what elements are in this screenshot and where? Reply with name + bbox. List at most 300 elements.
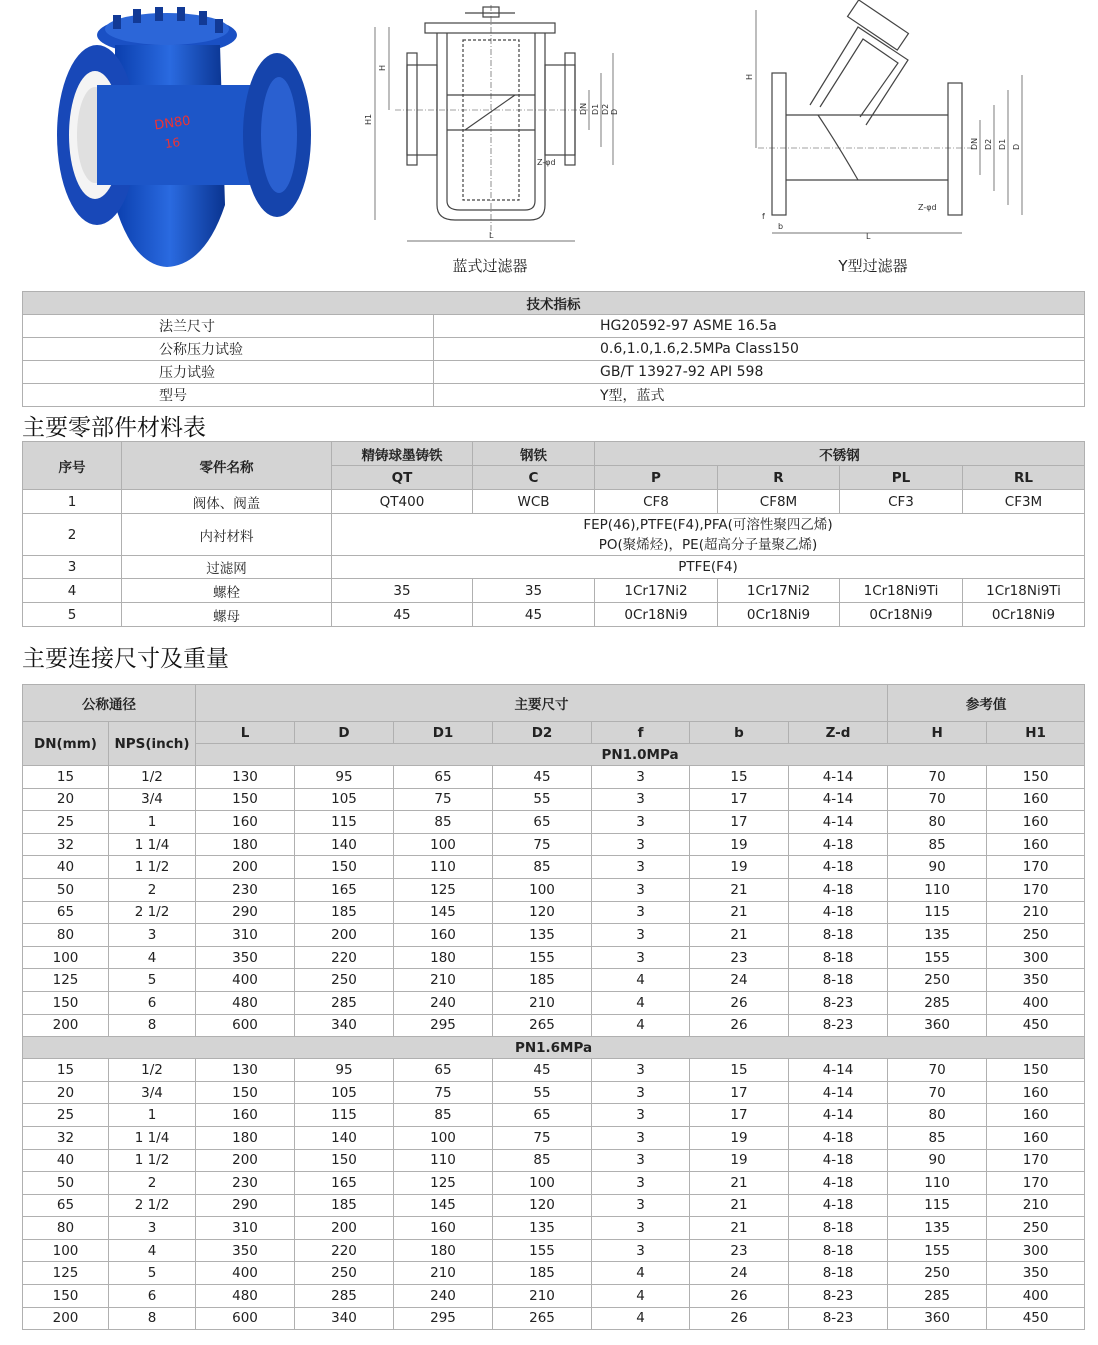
dim-cell: 70 [888, 788, 987, 811]
dim-cell: 180 [394, 1239, 493, 1262]
dim-cell: 8-18 [789, 946, 888, 969]
tech-label: 型号 [23, 384, 434, 407]
dim-cell: 65 [23, 901, 109, 924]
dim-cell: 55 [493, 788, 592, 811]
dim-cell: 4 [592, 1014, 690, 1037]
dim-cell: 200 [196, 856, 295, 879]
y-dim-dn: DN [970, 137, 979, 150]
pressure-band-label: PN1.0MPa [196, 744, 1085, 766]
dim-cell: 3 [592, 878, 690, 901]
pressure-band-row [23, 1037, 1085, 1059]
dim-cell: 8-18 [789, 1217, 888, 1240]
dim-cell: 3 [592, 924, 690, 947]
dim-cell: 5 [109, 1262, 196, 1285]
dim-cell: 150 [295, 1149, 394, 1172]
dim-cell: 120 [493, 1194, 592, 1217]
dim-cell: 155 [888, 1239, 987, 1262]
code-pl: PL [840, 466, 963, 490]
dim-cell: 90 [888, 856, 987, 879]
dim-cell: 55 [493, 1081, 592, 1104]
dim-cell: 600 [196, 1307, 295, 1330]
dim-cell: 240 [394, 991, 493, 1014]
table-row [23, 514, 1085, 556]
dim-cell: 95 [295, 1059, 394, 1082]
dim-cell: 21 [690, 1217, 789, 1240]
dim-cell: 150 [196, 1081, 295, 1104]
tech-label: 公称压力试验 [23, 338, 434, 361]
table-row [23, 1104, 1085, 1127]
dim-cell: 115 [295, 811, 394, 834]
lining-line-2: PO(聚烯烃)，PE(超高分子量聚乙烯) [598, 536, 818, 553]
dim-cell: 19 [690, 1126, 789, 1149]
dim-cell: 200 [23, 1014, 109, 1037]
dim-cell: 80 [888, 1104, 987, 1127]
dim-cell: 1 1/2 [109, 856, 196, 879]
material-cell: 35 [332, 579, 473, 603]
basket-dim-d1: D1 [591, 103, 600, 115]
photo-dn-label: DN80 [153, 113, 192, 134]
dim-column-header-row [23, 722, 1085, 744]
dim-cell: 310 [196, 1217, 295, 1240]
material-cell: CF3 [840, 490, 963, 514]
dim-cell: 210 [394, 1262, 493, 1285]
y-dim-d: D [1012, 143, 1021, 150]
dimensions-section-title: 主要连接尺寸及重量 [22, 646, 229, 672]
dim-cell: 85 [493, 1149, 592, 1172]
part-cell: 内衬材料 [122, 514, 332, 556]
dim-cell: 230 [196, 878, 295, 901]
dim-cell: 17 [690, 1104, 789, 1127]
dim-cell: 295 [394, 1307, 493, 1330]
dim-cell: 3 [592, 1104, 690, 1127]
col-b: b [690, 722, 789, 744]
dim-cell: 450 [987, 1307, 1085, 1330]
table-row [23, 901, 1085, 924]
dim-cell: 2 1/2 [109, 901, 196, 924]
tech-value: GB/T 13927-92 API 598 [434, 361, 1085, 384]
basket-dim-dn: DN [579, 102, 588, 115]
dimensions-body [23, 722, 1085, 1330]
dim-cell: 3 [109, 1217, 196, 1240]
dim-cell: 300 [987, 1239, 1085, 1262]
dim-cell: 125 [23, 1262, 109, 1285]
dim-cell: 135 [888, 1217, 987, 1240]
dim-cell: 4 [592, 1262, 690, 1285]
dim-cell: 32 [23, 833, 109, 856]
dim-cell: 4-18 [789, 833, 888, 856]
dim-cell: 1 1/2 [109, 1149, 196, 1172]
dim-cell: 400 [987, 991, 1085, 1014]
dim-cell: 480 [196, 991, 295, 1014]
dim-cell: 450 [987, 1014, 1085, 1037]
seq-cell: 4 [23, 579, 122, 603]
table-row [23, 991, 1085, 1014]
col-steel: 钢铁 [473, 442, 595, 466]
dim-cell: 8 [109, 1014, 196, 1037]
part-cell: 螺母 [122, 603, 332, 627]
code-qt: QT [332, 466, 473, 490]
col-reference-values: 参考值 [888, 685, 1085, 722]
dim-cell: 600 [196, 1014, 295, 1037]
dim-cell: 150 [987, 766, 1085, 789]
table-row [23, 856, 1085, 879]
table-row [23, 878, 1085, 901]
y-dim-f: f [762, 212, 765, 221]
dim-cell: 250 [987, 1217, 1085, 1240]
dim-cell: 340 [295, 1014, 394, 1037]
basket-dim-h: H [378, 64, 387, 71]
material-cell: QT400 [332, 490, 473, 514]
dim-cell: 26 [690, 1285, 789, 1308]
dim-cell: 265 [493, 1307, 592, 1330]
dim-cell: 1 [109, 811, 196, 834]
dim-cell: 185 [295, 1194, 394, 1217]
dim-cell: 75 [493, 833, 592, 856]
material-cell: 45 [332, 603, 473, 627]
dim-cell: 285 [295, 1285, 394, 1308]
dim-cell: 85 [888, 833, 987, 856]
dim-cell: 85 [394, 811, 493, 834]
dim-cell: 110 [888, 878, 987, 901]
dim-cell: 170 [987, 1172, 1085, 1195]
lining-cell [332, 514, 1085, 556]
y-dim-d2: D2 [984, 138, 993, 150]
dim-cell: 3 [592, 1081, 690, 1104]
col-nominal-diameter: 公称通径 [23, 685, 196, 722]
dim-cell: 170 [987, 1149, 1085, 1172]
dim-cell: 4-18 [789, 901, 888, 924]
table-row [23, 490, 1085, 514]
dim-cell: 300 [987, 946, 1085, 969]
dim-cell: 250 [888, 969, 987, 992]
dim-cell: 110 [394, 1149, 493, 1172]
dim-cell: 265 [493, 1014, 592, 1037]
dim-cell: 45 [493, 766, 592, 789]
table-row [23, 969, 1085, 992]
material-cell: CF8M [718, 490, 840, 514]
y-dim-l: L [866, 232, 871, 241]
material-cell: 0Cr18Ni9 [963, 603, 1085, 627]
dim-cell: 150 [23, 1285, 109, 1308]
dim-cell: 165 [295, 878, 394, 901]
dim-cell: 8 [109, 1307, 196, 1330]
dim-cell: 160 [196, 1104, 295, 1127]
dim-cell: 3 [592, 833, 690, 856]
dim-cell: 4-14 [789, 788, 888, 811]
dim-cell: 290 [196, 1194, 295, 1217]
dim-cell: 100 [493, 878, 592, 901]
dim-cell: 3/4 [109, 1081, 196, 1104]
col-part-name: 零件名称 [122, 442, 332, 490]
dim-cell: 185 [295, 901, 394, 924]
dim-cell: 110 [888, 1172, 987, 1195]
dim-cell: 21 [690, 878, 789, 901]
dim-cell: 105 [295, 1081, 394, 1104]
dim-cell: 160 [987, 788, 1085, 811]
table-row [23, 1307, 1085, 1330]
dim-cell: 3 [592, 946, 690, 969]
basket-strainer-caption: 蓝式过滤器 [452, 257, 528, 275]
dim-cell: 100 [493, 1172, 592, 1195]
dim-cell: 170 [987, 878, 1085, 901]
dim-cell: 1/2 [109, 1059, 196, 1082]
dim-cell: 135 [888, 924, 987, 947]
dim-cell: 24 [690, 1262, 789, 1285]
material-cell: 1Cr18Ni9Ti [963, 579, 1085, 603]
dim-cell: 70 [888, 1059, 987, 1082]
col-h1: H1 [987, 722, 1085, 744]
dim-cell: 8-18 [789, 924, 888, 947]
dim-cell: 1 1/4 [109, 833, 196, 856]
basket-dim-l: L [489, 231, 494, 240]
dim-cell: 15 [690, 766, 789, 789]
dim-cell: 80 [888, 811, 987, 834]
dim-cell: 115 [888, 1194, 987, 1217]
dim-cell: 1/2 [109, 766, 196, 789]
dim-cell: 125 [23, 969, 109, 992]
dim-cell: 210 [987, 1194, 1085, 1217]
dim-cell: 4 [592, 969, 690, 992]
dim-cell: 65 [23, 1194, 109, 1217]
tech-row [23, 361, 1085, 384]
tech-row [23, 315, 1085, 338]
dim-cell: 200 [196, 1149, 295, 1172]
tech-row [23, 338, 1085, 361]
dim-cell: 4-14 [789, 811, 888, 834]
material-cell: WCB [473, 490, 595, 514]
dim-cell: 3 [592, 1172, 690, 1195]
dim-cell: 170 [987, 856, 1085, 879]
dim-cell: 4-18 [789, 856, 888, 879]
dim-cell: 20 [23, 1081, 109, 1104]
dim-cell: 4-14 [789, 1059, 888, 1082]
dim-cell: 360 [888, 1014, 987, 1037]
tech-value: 0.6,1.0,1.6,2.5MPa Class150 [434, 338, 1085, 361]
table-row [23, 1262, 1085, 1285]
dim-cell: 160 [394, 1217, 493, 1240]
dim-cell: 65 [493, 1104, 592, 1127]
material-cell: 45 [473, 603, 595, 627]
dim-cell: 8-23 [789, 1285, 888, 1308]
dim-cell: 210 [493, 1285, 592, 1308]
table-row [23, 946, 1085, 969]
dim-cell: 3 [592, 901, 690, 924]
dim-cell: 8-23 [789, 1014, 888, 1037]
dim-cell: 23 [690, 946, 789, 969]
material-cell: 35 [473, 579, 595, 603]
materials-section-title: 主要零部件材料表 [22, 415, 206, 441]
dim-cell: 17 [690, 788, 789, 811]
col-stainless: 不锈钢 [595, 442, 1085, 466]
dim-cell: 285 [888, 1285, 987, 1308]
table-row [23, 556, 1085, 579]
col-f: f [592, 722, 690, 744]
dim-cell: 3 [592, 1126, 690, 1149]
dim-cell: 110 [394, 856, 493, 879]
dim-cell: 2 [109, 1172, 196, 1195]
dim-cell: 40 [23, 856, 109, 879]
table-row [23, 1217, 1085, 1240]
dim-cell: 5 [109, 969, 196, 992]
table-row [23, 811, 1085, 834]
table-row [23, 1172, 1085, 1195]
dim-cell: 155 [888, 946, 987, 969]
tech-spec-table [22, 291, 1085, 407]
table-row [23, 579, 1085, 603]
dim-cell: 3 [592, 788, 690, 811]
dim-cell: 130 [196, 1059, 295, 1082]
material-cell: 0Cr18Ni9 [595, 603, 718, 627]
table-row [23, 1014, 1085, 1037]
dim-cell: 220 [295, 1239, 394, 1262]
tech-row [23, 384, 1085, 407]
dim-cell: 21 [690, 901, 789, 924]
dim-cell: 120 [493, 901, 592, 924]
dim-cell: 140 [295, 833, 394, 856]
dim-cell: 150 [295, 856, 394, 879]
lining-line-1: FEP(46),PTFE(F4),PFA(可溶性聚四乙烯) [583, 516, 833, 533]
dim-cell: 3 [592, 1239, 690, 1262]
dim-cell: 75 [394, 1081, 493, 1104]
dim-cell: 160 [987, 811, 1085, 834]
dim-cell: 125 [394, 878, 493, 901]
y-dim-b: b [778, 222, 784, 231]
dimensions-table [22, 684, 1085, 1330]
material-cell: 1Cr17Ni2 [718, 579, 840, 603]
dim-cell: 6 [109, 991, 196, 1014]
dim-cell: 295 [394, 1014, 493, 1037]
dim-cell: 20 [23, 788, 109, 811]
dim-cell: 230 [196, 1172, 295, 1195]
dim-cell: 50 [23, 1172, 109, 1195]
tech-value: HG20592-97 ASME 16.5a [434, 315, 1085, 338]
dim-cell: 85 [394, 1104, 493, 1127]
code-rl: RL [963, 466, 1085, 490]
dim-cell: 400 [196, 969, 295, 992]
dim-cell: 4-14 [789, 766, 888, 789]
material-cell: 1Cr17Ni2 [595, 579, 718, 603]
seq-cell: 2 [23, 514, 122, 556]
dim-cell: 160 [987, 1081, 1085, 1104]
col-h: H [888, 722, 987, 744]
dim-cell: 310 [196, 924, 295, 947]
seq-cell: 1 [23, 490, 122, 514]
dim-cell: 360 [888, 1307, 987, 1330]
material-cell: 0Cr18Ni9 [840, 603, 963, 627]
dim-cell: 400 [987, 1285, 1085, 1308]
dim-cell: 100 [23, 1239, 109, 1262]
y-strainer-caption: Y型过滤器 [838, 257, 908, 275]
material-cell: 0Cr18Ni9 [718, 603, 840, 627]
dim-cell: 290 [196, 901, 295, 924]
table-row [23, 1239, 1085, 1262]
dim-cell: 160 [987, 1104, 1085, 1127]
materials-table [22, 441, 1085, 627]
dim-cell: 155 [493, 946, 592, 969]
dim-cell: 19 [690, 833, 789, 856]
tech-spec-header: 技术指标 [23, 292, 1085, 315]
dim-cell: 285 [295, 991, 394, 1014]
table-row [23, 1059, 1085, 1082]
dim-cell: 4 [109, 946, 196, 969]
y-dim-d1: D1 [998, 138, 1007, 150]
dim-cell: 75 [394, 788, 493, 811]
dim-cell: 3 [592, 811, 690, 834]
dim-cell: 21 [690, 924, 789, 947]
dim-cell: 180 [196, 1126, 295, 1149]
dim-cell: 4-18 [789, 1126, 888, 1149]
dim-cell: 4-14 [789, 1104, 888, 1127]
dim-cell: 90 [888, 1149, 987, 1172]
dim-cell: 3 [592, 1149, 690, 1172]
dim-cell: 100 [23, 946, 109, 969]
col-ductile-iron: 精铸球墨铸铁 [332, 442, 473, 466]
y-dim-zd: Z-φd [918, 203, 937, 212]
dim-cell: 65 [493, 811, 592, 834]
dim-cell: 26 [690, 1307, 789, 1330]
dim-cell: 70 [888, 766, 987, 789]
dim-cell: 4 [109, 1239, 196, 1262]
dim-cell: 3 [592, 1194, 690, 1217]
dim-cell: 135 [493, 924, 592, 947]
dim-cell: 400 [196, 1262, 295, 1285]
dim-cell: 23 [690, 1239, 789, 1262]
dim-cell: 340 [295, 1307, 394, 1330]
table-row [23, 1126, 1085, 1149]
code-r: R [718, 466, 840, 490]
screen-cell: PTFE(F4) [332, 556, 1085, 579]
dim-cell: 1 1/4 [109, 1126, 196, 1149]
col-d: D [295, 722, 394, 744]
dim-cell: 130 [196, 766, 295, 789]
dim-cell: 4 [592, 991, 690, 1014]
dim-cell: 25 [23, 1104, 109, 1127]
dim-cell: 4-18 [789, 878, 888, 901]
dim-cell: 3 [592, 766, 690, 789]
dim-cell: 105 [295, 788, 394, 811]
part-cell: 阀体、阀盖 [122, 490, 332, 514]
photo-pn-label: 16 [163, 135, 181, 152]
pressure-band-label: PN1.6MPa [23, 1037, 1085, 1059]
dim-cell: 6 [109, 1285, 196, 1308]
dim-cell: 8-18 [789, 969, 888, 992]
dim-cell: 200 [295, 924, 394, 947]
dim-cell: 140 [295, 1126, 394, 1149]
basket-dim-h1: H1 [364, 113, 373, 125]
dim-cell: 115 [888, 901, 987, 924]
dim-cell: 4-18 [789, 1194, 888, 1217]
dim-cell: 180 [196, 833, 295, 856]
dim-cell: 21 [690, 1172, 789, 1195]
dim-cell: 100 [394, 1126, 493, 1149]
dim-cell: 24 [690, 969, 789, 992]
dim-cell: 3 [592, 856, 690, 879]
dim-cell: 4-18 [789, 1172, 888, 1195]
dim-cell: 350 [196, 946, 295, 969]
dim-cell: 150 [23, 991, 109, 1014]
table-row [23, 1149, 1085, 1172]
dim-cell: 185 [493, 1262, 592, 1285]
table-row [23, 1194, 1085, 1217]
dim-cell: 75 [493, 1126, 592, 1149]
dim-cell: 15 [23, 1059, 109, 1082]
dim-cell: 250 [295, 1262, 394, 1285]
strainer-photo [55, 5, 315, 270]
dim-cell: 40 [23, 1149, 109, 1172]
dim-cell: 250 [987, 924, 1085, 947]
table-row [23, 833, 1085, 856]
dim-cell: 26 [690, 1014, 789, 1037]
